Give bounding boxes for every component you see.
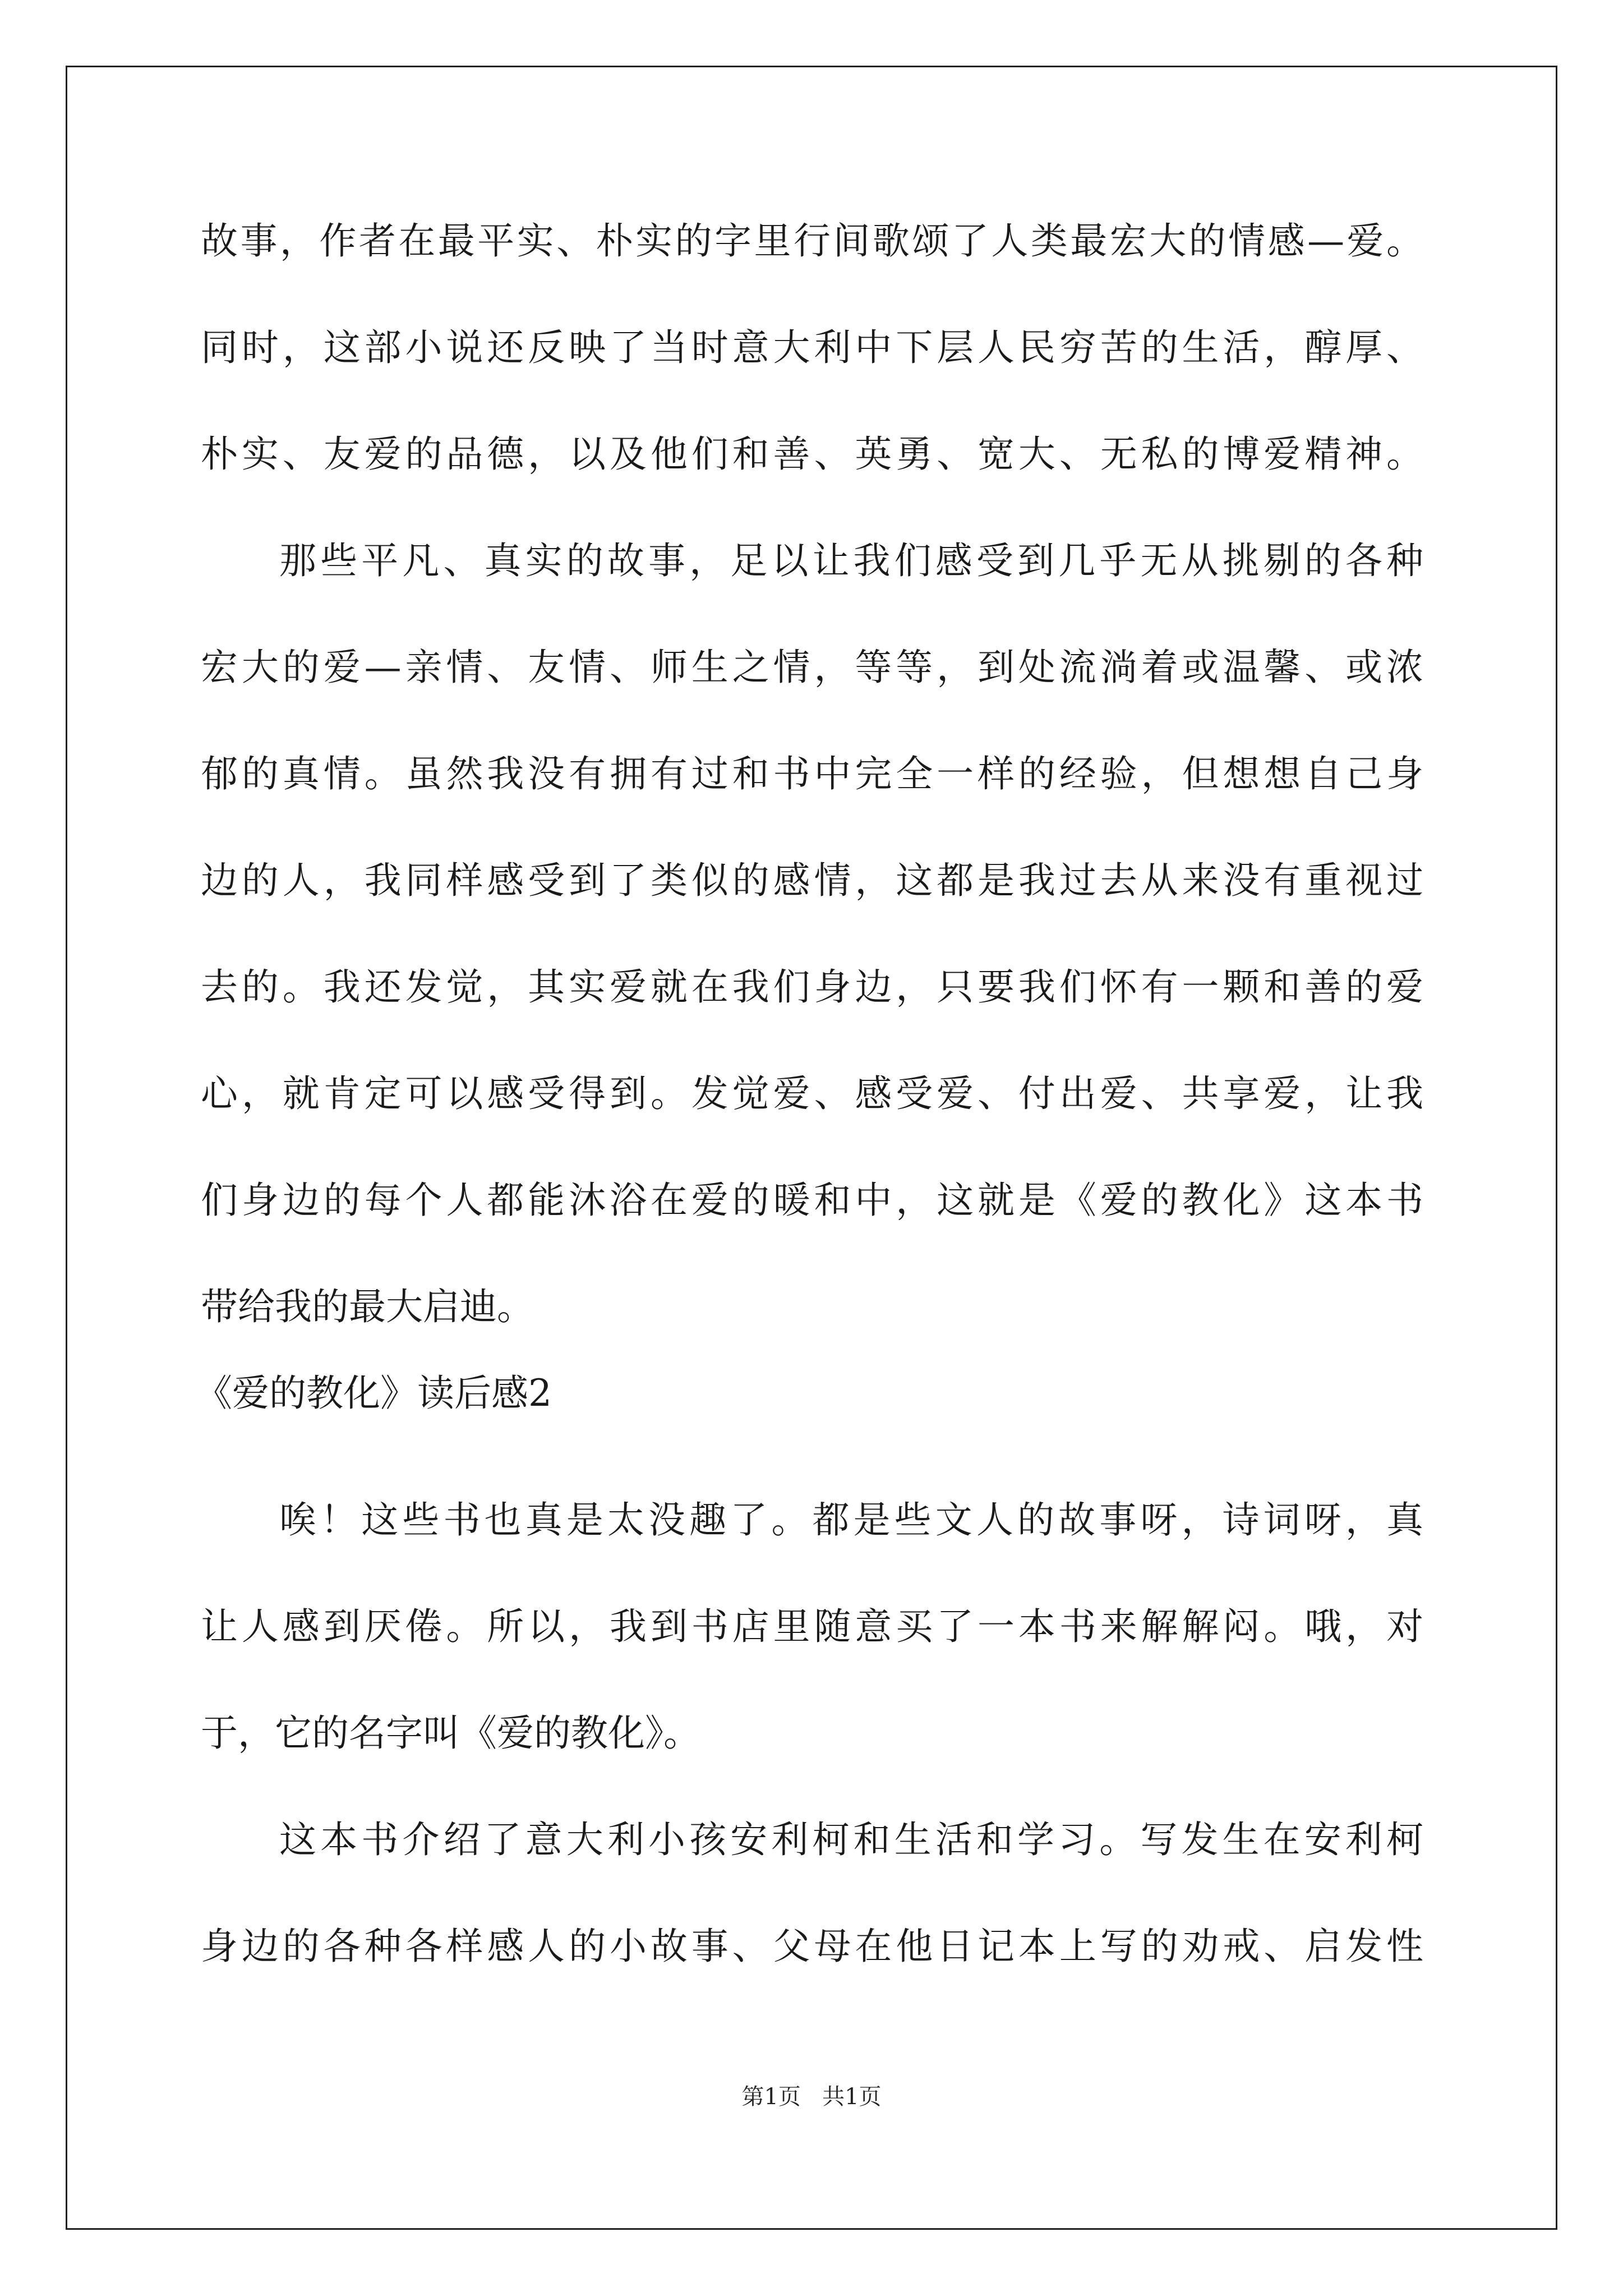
text-line: 让人感到厌倦。所以，我到书店里随意买了一本书来解解闷。哦，对: [201, 1605, 1423, 1648]
text-line: 去的。我还发觉，其实爱就在我们身边，只要我们怀有一颗和善的爱: [201, 965, 1423, 1009]
text-line: 这本书介绍了意大利小孩安利柯和生活和学习。写发生在安利柯: [279, 1818, 1423, 1861]
page-number: 第1页: [741, 2084, 801, 2110]
text-line: 同时，这部小说还反映了当时意大利中下层人民穷苦的生活，醇厚、: [201, 326, 1423, 369]
text-line: 带给我的最大启迪。: [201, 1285, 534, 1328]
text-line: 边的人，我同样感受到了类似的感情，这都是我过去从来没有重视过: [201, 859, 1423, 902]
text-line: 唉！这些书也真是太没趣了。都是些文人的故事呀，诗词呀，真: [279, 1498, 1423, 1542]
text-line: 于，它的名字叫《爱的教化》。: [201, 1711, 700, 1755]
section-heading: 《爱的教化》读后感2: [195, 1372, 552, 1415]
text-line: 心，就肯定可以感受得到。发觉爱、感受爱、付出爱、共享爱，让我: [201, 1072, 1423, 1115]
text-line: 朴实、友爱的品德，以及他们和善、英勇、宽大、无私的博爱精神。: [201, 432, 1423, 476]
page-footer: [0, 2080, 1623, 2114]
text-line: 故事，作者在最平实、朴实的字里行间歌颂了人类最宏大的情感—爱。: [201, 219, 1423, 263]
page-border: [66, 66, 1557, 2230]
text-line: 们身边的每个人都能沐浴在爱的暖和中，这就是《爱的教化》这本书: [201, 1179, 1423, 1222]
text-line: 身边的各种各样感人的小故事、父母在他日记本上写的劝戒、启发性: [201, 1925, 1423, 1968]
text-line: 那些平凡、真实的故事，足以让我们感受到几乎无从挑剔的各种: [279, 539, 1423, 582]
text-line: 郁的真情。虽然我没有拥有过和书中完全一样的经验，但想想自己身: [201, 752, 1423, 795]
page-total: 共1页: [822, 2084, 882, 2110]
text-line: 宏大的爱—亲情、友情、师生之情，等等，到处流淌着或温馨、或浓: [201, 646, 1423, 689]
